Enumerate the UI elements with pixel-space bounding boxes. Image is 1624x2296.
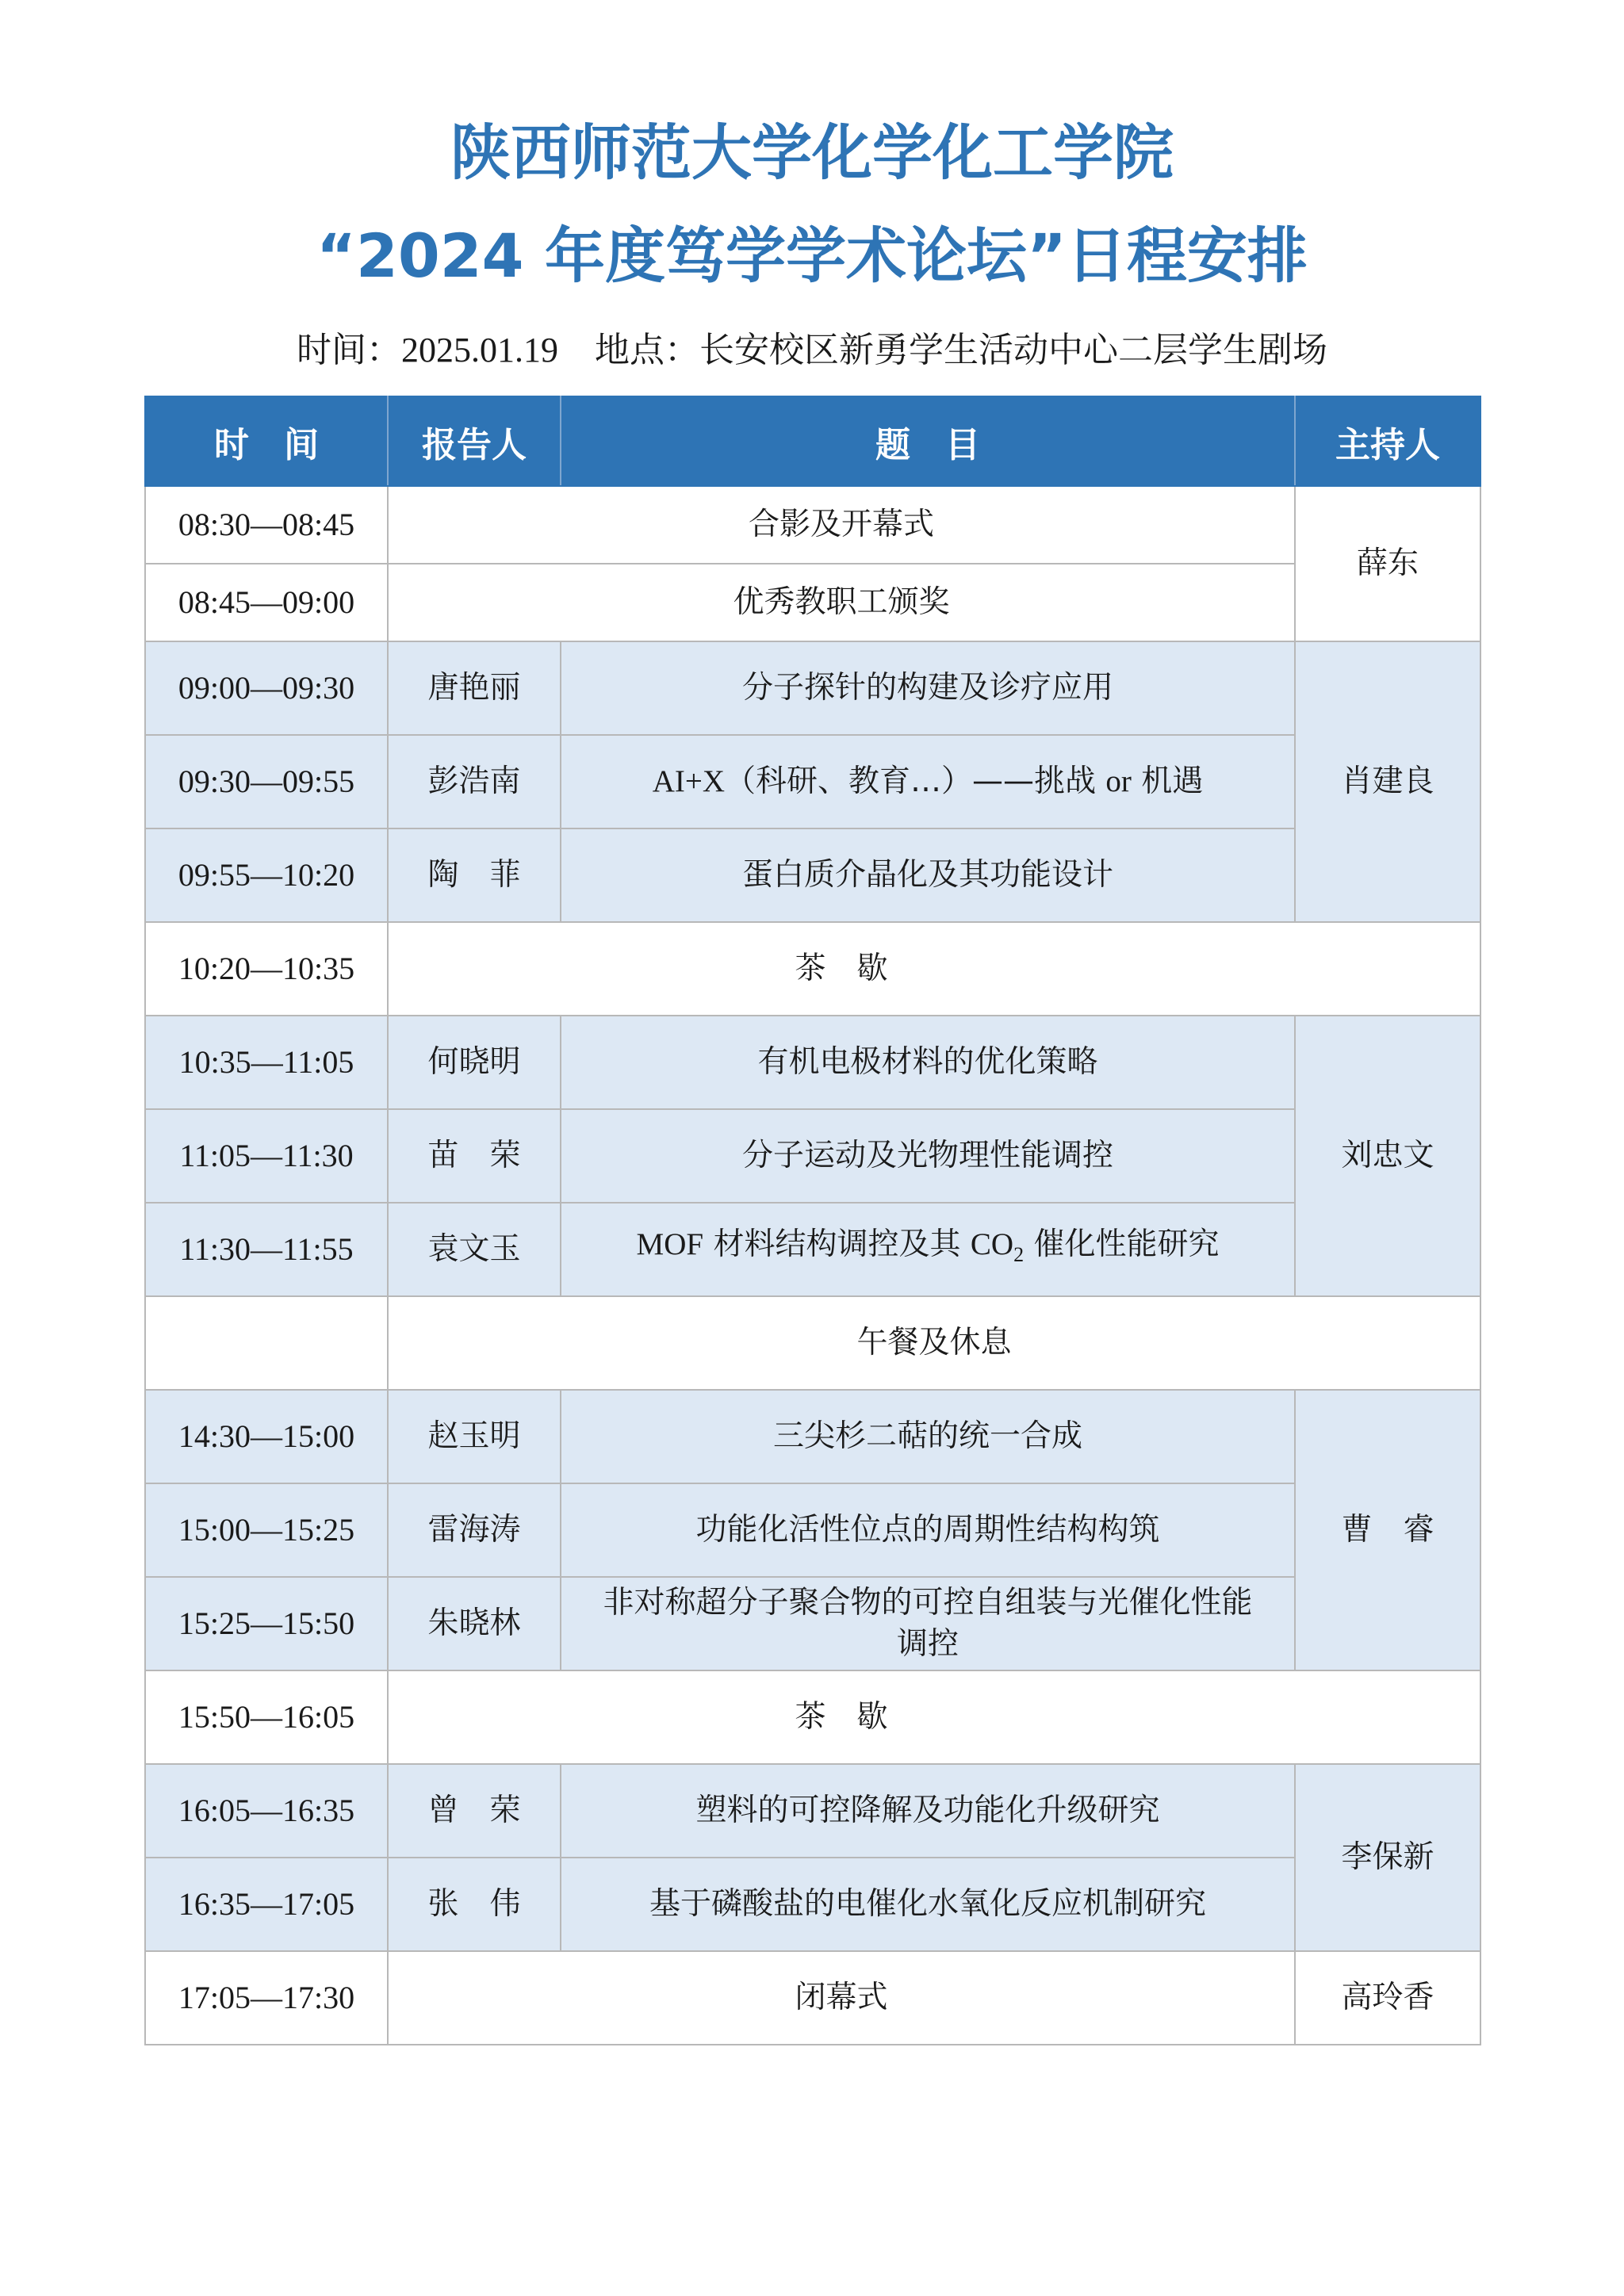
table-row [145, 1483, 1480, 1577]
host-cell: 肖建良 [1295, 641, 1480, 922]
table-row [145, 922, 1480, 1016]
event-info [0, 323, 1624, 377]
table-row [145, 564, 1480, 641]
table-row [145, 1390, 1480, 1483]
title-cell: 茶 歇 [388, 1670, 1480, 1764]
speaker-cell: 张 伟 [388, 1858, 561, 1951]
title-cell: 三尖杉二萜的统一合成 [561, 1390, 1295, 1483]
title-cell: 闭幕式 [388, 1951, 1295, 2045]
table-row [145, 1296, 1480, 1390]
title-cell: 非对称超分子聚合物的可控自组装与光催化性能调控 [561, 1577, 1295, 1670]
title-cell: 基于磷酸盐的电催化水氧化反应机制研究 [561, 1858, 1295, 1951]
time-cell: 16:05—16:35 [145, 1764, 388, 1858]
schedule-table [144, 396, 1481, 2045]
column-header-title: 题 目 [561, 396, 1295, 486]
title-cell: 优秀教职工颁奖 [388, 564, 1295, 641]
title-cell: 分子探针的构建及诊疗应用 [561, 641, 1295, 735]
table-row [145, 1951, 1480, 2045]
time-cell: 08:30—08:45 [145, 486, 388, 564]
speaker-cell: 赵玉明 [388, 1390, 561, 1483]
title-latin-part: CO [970, 1226, 1014, 1261]
speaker-cell: 彭浩南 [388, 735, 561, 828]
page-title-line2: “2024 年度笃学学术论坛”日程安排 [316, 220, 1308, 291]
place-label: 地点： [595, 330, 699, 370]
title-cell [561, 735, 1295, 828]
table-row [145, 1203, 1480, 1296]
title-latin-part: MOF [636, 1226, 704, 1261]
time-cell: 11:05—11:30 [145, 1109, 388, 1203]
speaker-cell: 雷海涛 [388, 1483, 561, 1577]
time-cell: 09:55—10:20 [145, 828, 388, 922]
time-cell: 08:45—09:00 [145, 564, 388, 641]
table-row [145, 486, 1480, 564]
table-row [145, 1670, 1480, 1764]
table-row [145, 735, 1480, 828]
time-cell: 09:30—09:55 [145, 735, 388, 828]
time-cell: 17:05—17:30 [145, 1951, 388, 2045]
title-cjk-part: 催化性能研究 [1024, 1226, 1220, 1262]
title-cjk-part: 机遇 [1131, 763, 1204, 799]
speaker-cell: 唐艳丽 [388, 641, 561, 735]
event-date: 2025.01.19 [401, 331, 558, 369]
title-cell: 合影及开幕式 [388, 486, 1295, 564]
speaker-cell: 朱晓林 [388, 1577, 561, 1670]
column-header-speaker: 报告人 [388, 396, 561, 486]
table-row [145, 1016, 1480, 1109]
host-cell: 曹 睿 [1295, 1390, 1480, 1670]
time-cell: 11:30—11:55 [145, 1203, 388, 1296]
speaker-cell: 袁文玉 [388, 1203, 561, 1296]
title-cell: 蛋白质介晶化及其功能设计 [561, 828, 1295, 922]
time-cell: 15:25—15:50 [145, 1577, 388, 1670]
time-cell: 15:00—15:25 [145, 1483, 388, 1577]
time-cell: 16:35—17:05 [145, 1858, 388, 1951]
title-latin-part: or [1105, 764, 1132, 798]
title-cell: 功能化活性位点的周期性结构构筑 [561, 1483, 1295, 1577]
title-cell [561, 1203, 1295, 1296]
table-header-row [145, 396, 1480, 486]
title-cjk-part: 材料结构调控及其 [703, 1226, 971, 1262]
table-row [145, 1764, 1480, 1858]
table-row [145, 641, 1480, 735]
speaker-cell: 曾 荣 [388, 1764, 561, 1858]
title-cell: 有机电极材料的优化策略 [561, 1016, 1295, 1109]
time-label: 时间： [297, 330, 401, 370]
title-latin-part: AI+X [652, 764, 725, 798]
table-row [145, 1109, 1480, 1203]
host-cell: 刘忠文 [1295, 1016, 1480, 1296]
subscript: 2 [1013, 1242, 1025, 1266]
table-row [145, 828, 1480, 922]
column-header-host: 主持人 [1295, 396, 1480, 486]
table-row [145, 1577, 1480, 1670]
time-cell: 15:50—16:05 [145, 1670, 388, 1764]
table-row [145, 1858, 1480, 1951]
event-place: 长安校区新勇学生活动中心二层学生剧场 [699, 330, 1327, 370]
page-title-line1: 陕西师范大学化学化工学院 [450, 117, 1174, 188]
host-cell: 薛东 [1295, 486, 1480, 641]
title-cell: 塑料的可控降解及功能化升级研究 [561, 1764, 1295, 1858]
speaker-cell: 何晓明 [388, 1016, 561, 1109]
title-cjk-part: （科研、教育…）——挑战 [725, 763, 1106, 799]
speaker-cell: 陶 菲 [388, 828, 561, 922]
host-cell: 高玲香 [1295, 1951, 1480, 2045]
host-cell: 李保新 [1295, 1764, 1480, 1951]
time-cell: 09:00—09:30 [145, 641, 388, 735]
column-header-time: 时 间 [145, 396, 388, 486]
title-cell: 分子运动及光物理性能调控 [561, 1109, 1295, 1203]
time-cell: 10:20—10:35 [145, 922, 388, 1016]
time-cell: 10:35—11:05 [145, 1016, 388, 1109]
title-cell: 午餐及休息 [388, 1296, 1480, 1390]
speaker-cell: 苗 荣 [388, 1109, 561, 1203]
time-cell [145, 1296, 388, 1390]
title-cell: 茶 歇 [388, 922, 1480, 1016]
time-cell: 14:30—15:00 [145, 1390, 388, 1483]
